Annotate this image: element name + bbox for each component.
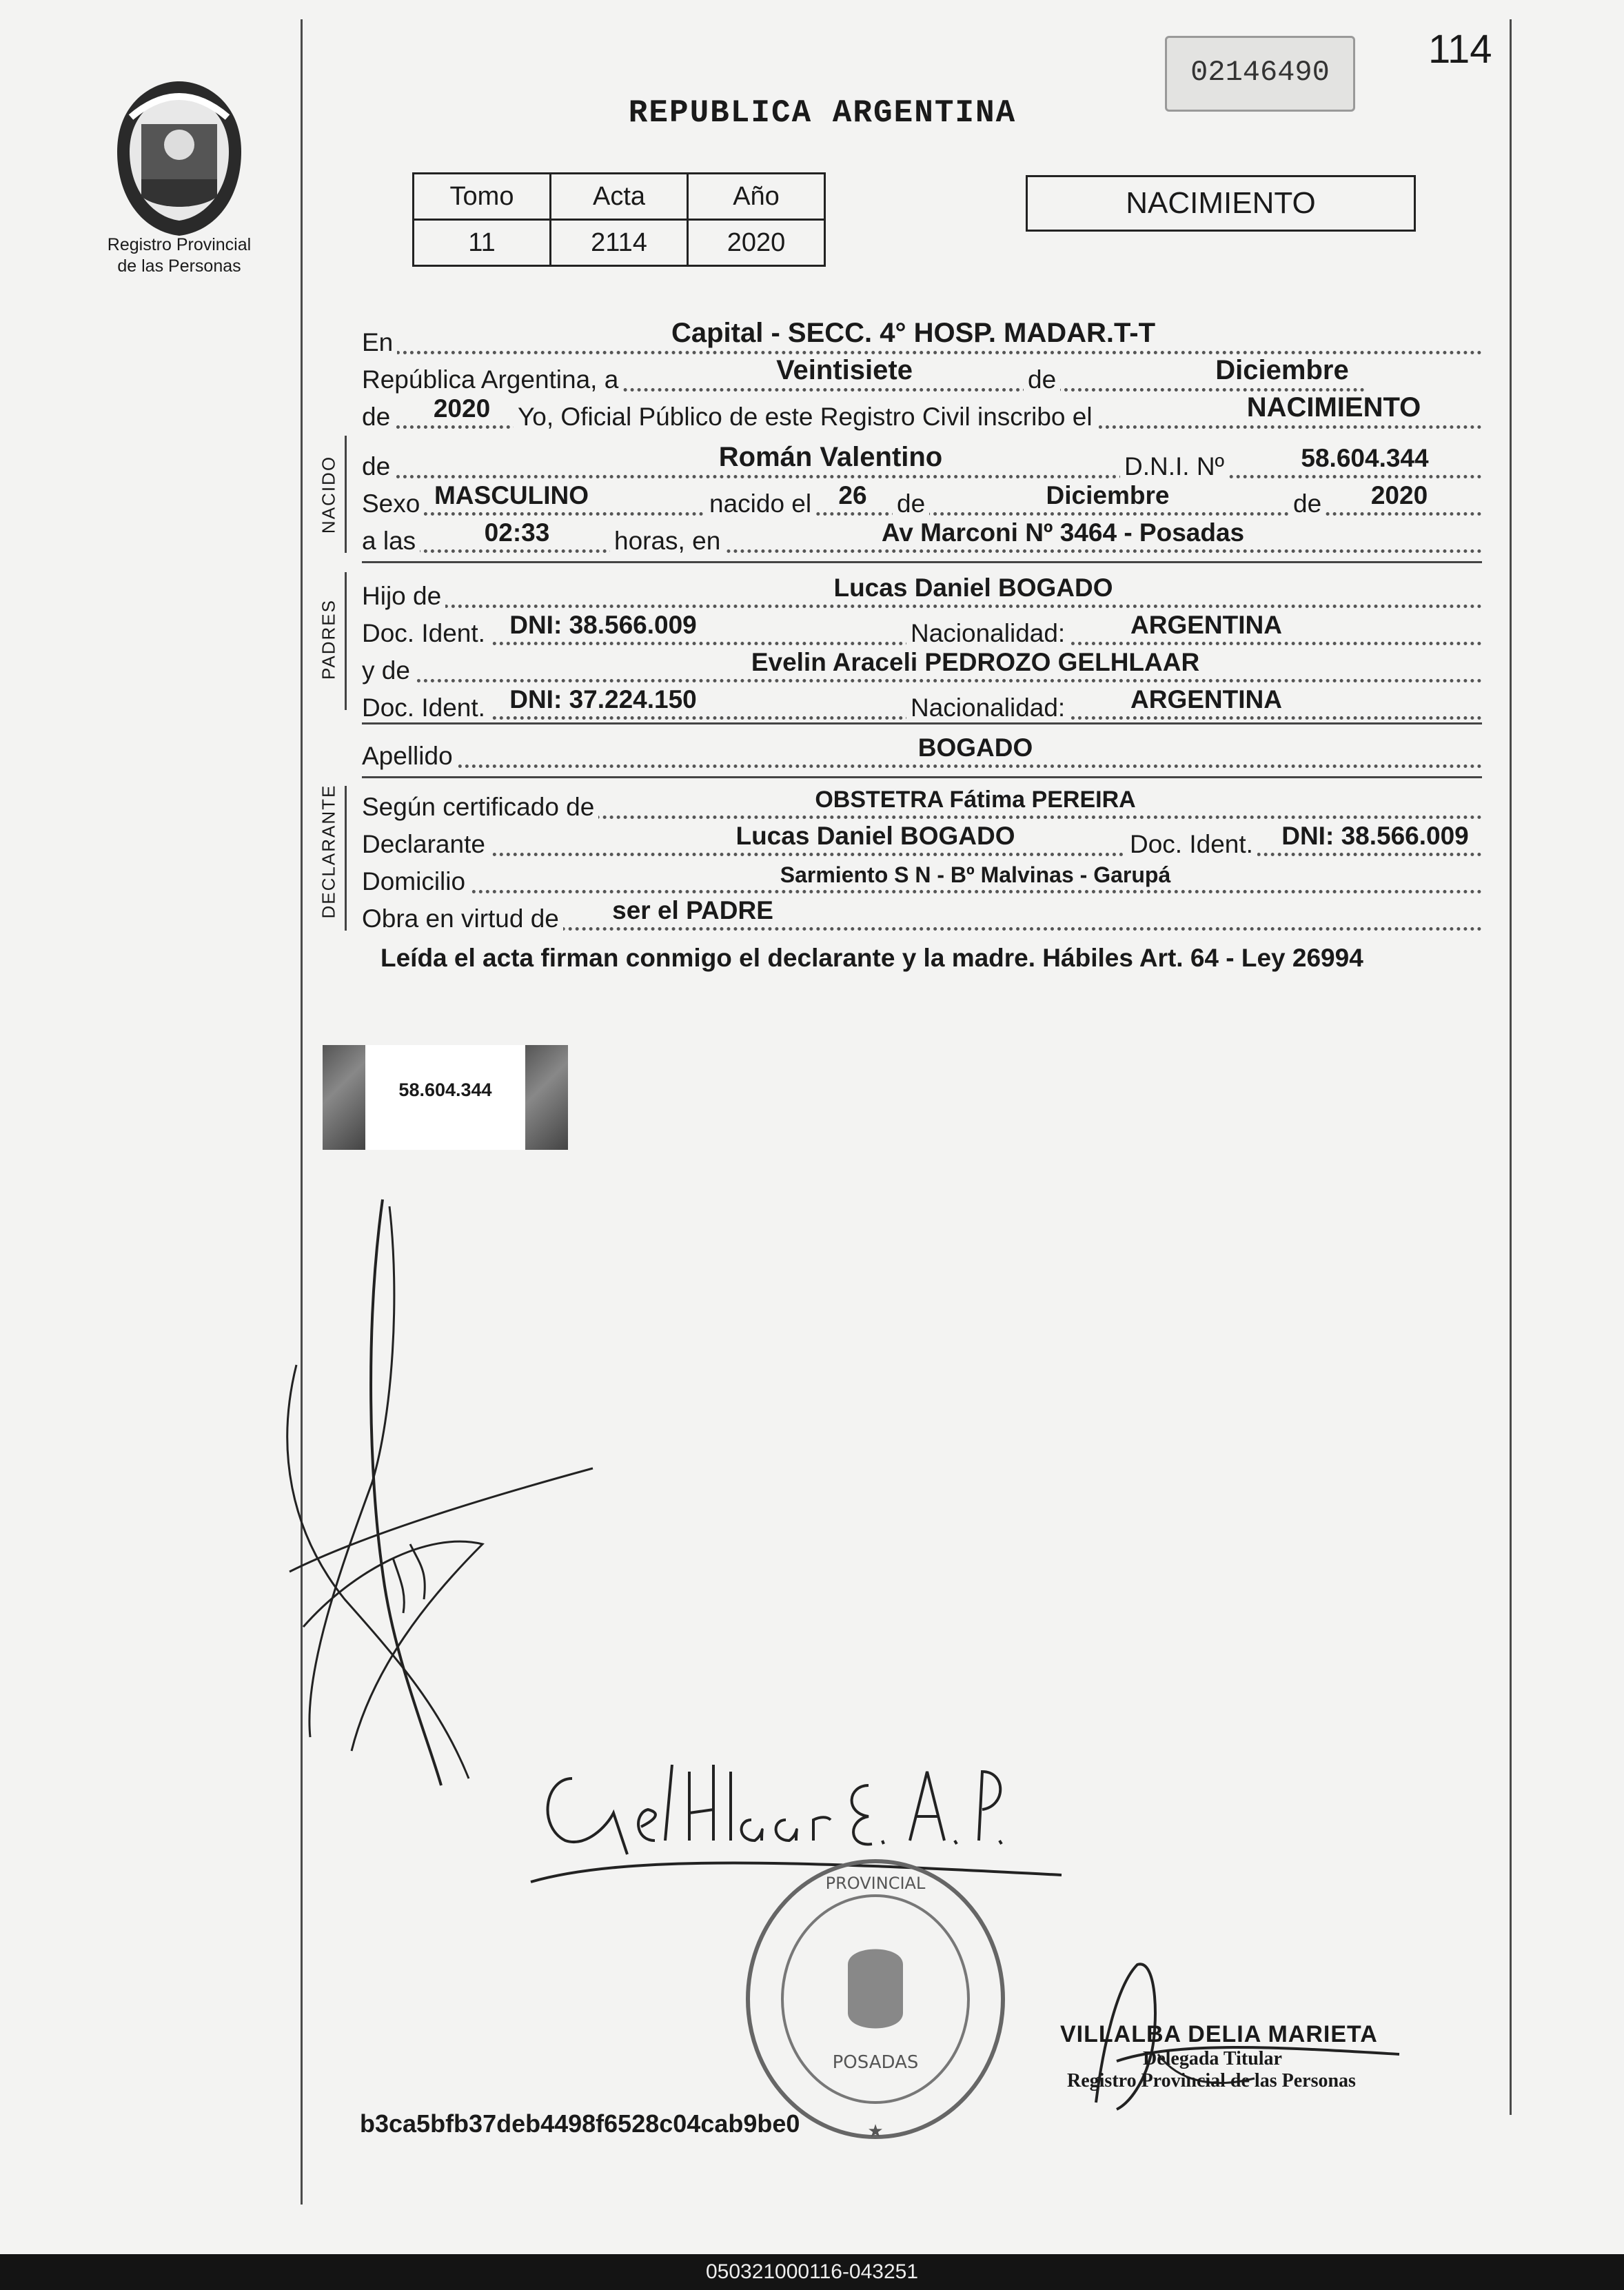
delegate-name: VILLALBA DELIA MARIETA: [1060, 2021, 1378, 2047]
row-nacido-nombre: de Román Valentino D.N.I. Nº 58.604.344: [362, 447, 1482, 484]
padre-nombre: Lucas Daniel BOGADO: [833, 574, 1113, 602]
declarante-bracket: [345, 786, 347, 931]
dni-nacido: 58.604.344: [1301, 444, 1429, 472]
dni-tab: [323, 1045, 568, 1150]
row-nacido-sexo: Sexo MASCULINO nacido el 26 de Diciembre de 2020: [362, 484, 1482, 521]
delegate-block: [1060, 2021, 1378, 2092]
row-y-de: y de Evelin Araceli PEDROZO GELHLAAR: [362, 651, 1482, 688]
anio-nacimiento: 2020: [1370, 481, 1428, 509]
record-table: [412, 172, 826, 267]
padres-bracket: [345, 572, 347, 710]
svg-text:★: ★: [867, 2121, 884, 2142]
madre-nombre: Evelin Araceli PEDROZO GELHLAAR: [751, 648, 1200, 676]
row-declarante: Declarante Lucas Daniel BOGADO Doc. Ident. DNI: 38.566.009: [362, 824, 1482, 862]
nacido-bracket: [345, 436, 347, 553]
dni-tab-number: 58.604.344: [398, 1080, 492, 1100]
document-hash: b3ca5bfb37deb4498f6528c04cab9be0: [360, 2109, 800, 2138]
anio-inscripcion: 2020: [433, 394, 491, 423]
value-acta: 2114: [551, 220, 688, 266]
delegate-title: Delegada Titular: [1143, 2048, 1282, 2069]
mes-nacimiento: Diciembre: [1046, 481, 1170, 509]
row-nacido-hora: a las 02:33 horas, en Av Marconi Nº 3464 - Posadas: [362, 521, 1482, 558]
row-apellido: Apellido BOGADO: [362, 736, 1482, 773]
madre-nacionalidad: ARGENTINA: [1130, 685, 1282, 713]
row-domicilio: Domicilio Sarmiento S N - Bº Malvinas - Garupá: [362, 862, 1482, 899]
lugar-nacimiento: Av Marconi Nº 3464 - Posadas: [881, 518, 1245, 547]
madre-doc: DNI: 37.224.150: [509, 685, 697, 713]
obra-virtud: ser el PADRE: [612, 896, 773, 924]
row-republica: República Argentina, a de Veintisiete Diciembre: [362, 360, 1365, 397]
acto: NACIMIENTO: [1246, 392, 1421, 423]
hora-nacimiento: 02:33: [484, 518, 550, 547]
row-madre-doc: Doc. Ident. DNI: 37.224.150 Nacionalidad: ARGENTINA: [362, 688, 1482, 725]
header-tomo: Tomo: [414, 174, 551, 220]
row-certificado: Según certificado de OBSTETRA Fátima PEREIRA: [362, 787, 1482, 824]
dia-nacimiento: 26: [838, 481, 867, 509]
delegate-office: Registro Provincial de las Personas: [1067, 2070, 1356, 2091]
record-type-box: NACIMIENTO: [1026, 175, 1416, 232]
apellido: BOGADO: [917, 733, 1033, 762]
footer-code: 050321000116-043251: [0, 2254, 1624, 2290]
divider: [362, 722, 1482, 725]
official-stamp-icon: [731, 1847, 1020, 2151]
svg-text:POSADAS: POSADAS: [832, 2052, 919, 2073]
declarante-doc: DNI: 38.566.009: [1281, 822, 1469, 850]
right-margin-rule: [1510, 19, 1512, 2115]
page-number: 114: [1428, 27, 1492, 72]
svg-text:PROVINCIAL: PROVINCIAL: [825, 1874, 926, 1893]
row-obra: Obra en virtud de ser el PADRE: [362, 899, 1482, 936]
row-hijo-de: Hijo de Lucas Daniel BOGADO: [362, 576, 1482, 614]
registry-name: Registro Provincial de las Personas: [107, 235, 252, 276]
domicilio: Sarmiento S N - Bº Malvinas - Garupá: [780, 862, 1171, 887]
serial-number: 02146490: [1165, 36, 1355, 112]
closing-note: Leída el acta firman conmigo el declarante y la madre. Hábiles Art. 64 - Ley 26994: [380, 944, 1363, 972]
dia-inscripcion: Veintisiete: [776, 355, 913, 385]
header-anio: Año: [688, 174, 825, 220]
left-margin-rule: [301, 19, 303, 2205]
nombre-nacido: Román Valentino: [718, 442, 943, 472]
padre-doc: DNI: 38.566.009: [509, 611, 697, 639]
document-title: REPUBLICA ARGENTINA: [628, 95, 1017, 131]
divider: [362, 776, 1482, 778]
padres-section-label: PADRES: [318, 599, 339, 680]
header-acta: Acta: [551, 174, 688, 220]
divider: [362, 561, 1482, 563]
declarante-section-label: DECLARANTE: [318, 784, 339, 919]
row-padre-doc: Doc. Ident. DNI: 38.566.009 Nacionalidad: ARGENTINA: [362, 614, 1482, 651]
value-tomo: 11: [414, 220, 551, 266]
mes-inscripcion: Diciembre: [1215, 355, 1349, 385]
lugar-inscripcion: Capital - SECC. 4° HOSP. MADAR.T-T: [671, 318, 1156, 348]
sexo: MASCULINO: [434, 481, 589, 509]
padre-nacionalidad: ARGENTINA: [1130, 611, 1282, 639]
declarant-signature: [262, 1186, 648, 1806]
certificado: OBSTETRA Fátima PEREIRA: [815, 787, 1136, 813]
nacido-section-label: NACIDO: [318, 455, 339, 534]
row-inscribo: de 2020 Yo, Oficial Público de este Registro Civil inscribo el NACIMIENTO: [362, 397, 1482, 434]
value-anio: 2020: [688, 220, 825, 266]
row-en: En Capital - SECC. 4° HOSP. MADAR.T-T: [362, 323, 1482, 360]
declarante-nombre: Lucas Daniel BOGADO: [735, 822, 1015, 850]
